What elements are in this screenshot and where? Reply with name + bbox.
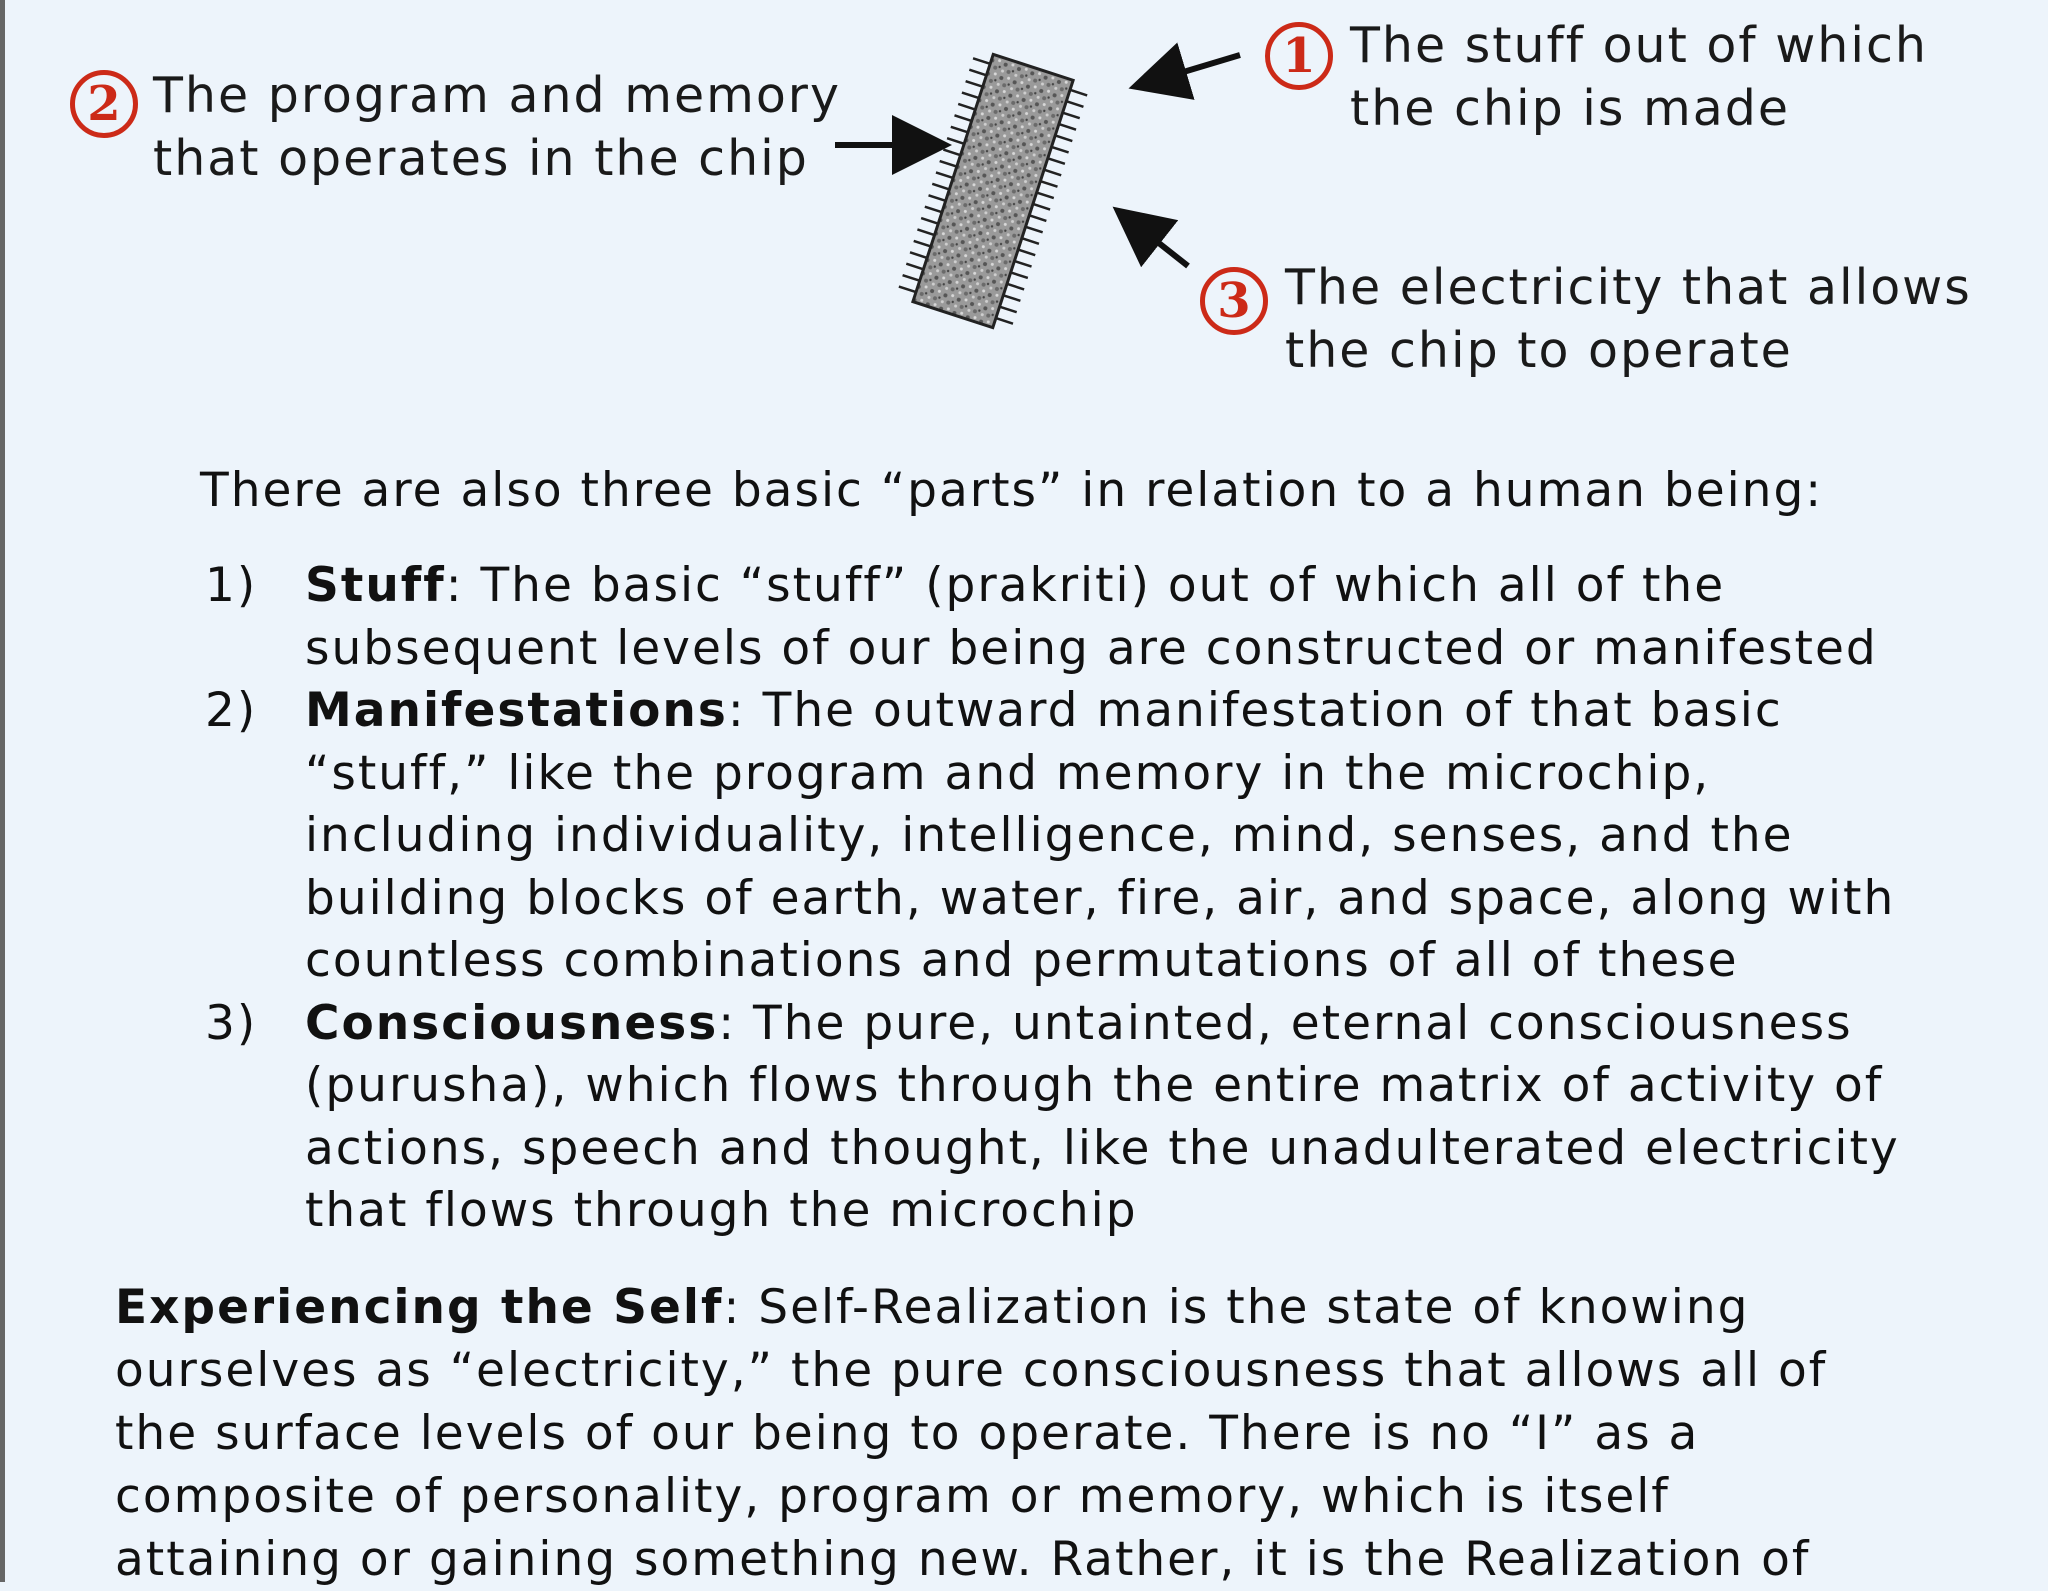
conclusion-line: ourselves as “electricity,” the pure consciousness that allows all of [115,1343,1828,1398]
conclusion-line: attaining or gaining something new. Rather, it is the Realization of [115,1532,1811,1587]
microchip-icon [820,30,1320,390]
part-line: : The outward manifestation of that basic [727,683,1783,738]
list-number: 2) [205,683,258,738]
part-line: : The basic “stuff” (prakriti) out of which all of the [445,558,1726,613]
list-item [205,555,2005,680]
part-line: that flows through the microchip [305,1183,1138,1238]
list-number: 3) [205,995,258,1051]
arrow-3 [1122,214,1188,266]
part-line: including individuality, intelligence, mind, senses, and the [305,808,1794,863]
callout-2 [153,64,841,190]
badge-3: 3 [1200,267,1268,335]
callout-1-line-1: The stuff out of which [1350,17,1928,74]
list-number: 1) [205,558,258,613]
list-item [205,680,2005,993]
term-consciousness: Consciousness [305,995,719,1051]
part-line: (purusha), which flows through the entire matrix of activity of [305,1058,1884,1113]
page-border [0,0,5,1582]
term-manifestations: Manifestations [305,683,728,738]
conclusion-line: : Self-Realization is the state of knowing [723,1280,1750,1335]
part-line: “stuff,” like the program and memory in the microchip, [305,745,1711,801]
conclusion-line: the surface levels of our being to operate. There is no “I” as a [115,1406,1700,1461]
term-stuff: Stuff [305,558,446,613]
arrow-1 [1140,55,1240,85]
part-line: countless combinations and permutations of all of these [305,933,1739,988]
list-item [205,993,2005,1243]
part-line: subsequent levels of our being are constructed or manifested [305,620,1878,676]
part-line: actions, speech and thought, like the unadulterated electricity [305,1120,1900,1176]
conclusion-paragraph [115,1276,1827,1591]
callout-3 [1285,256,1972,382]
callout-3-line-2: the chip to operate [1285,322,1793,379]
badge-1: 1 [1265,22,1333,90]
chip-body [896,49,1090,333]
parts-list [205,555,2005,1243]
badge-2: 2 [70,70,138,138]
callout-3-line-1: The electricity that allows [1285,259,1972,316]
part-line: : The pure, untainted, eternal consciousness [718,995,1853,1051]
term-experiencing-self: Experiencing the Self [115,1280,724,1335]
callout-2-line-1: The program and memory [153,67,841,124]
conclusion-line: composite of personality, program or memory, which is itself [115,1469,1670,1524]
callout-2-line-2: that operates in the chip [153,130,809,187]
callout-1 [1350,14,1928,140]
callout-1-line-2: the chip is made [1350,80,1791,137]
part-line: building blocks of earth, water, fire, air, and space, along with [305,870,1896,926]
intro-text: There are also three basic “parts” in relation to a human being: [200,463,1824,518]
